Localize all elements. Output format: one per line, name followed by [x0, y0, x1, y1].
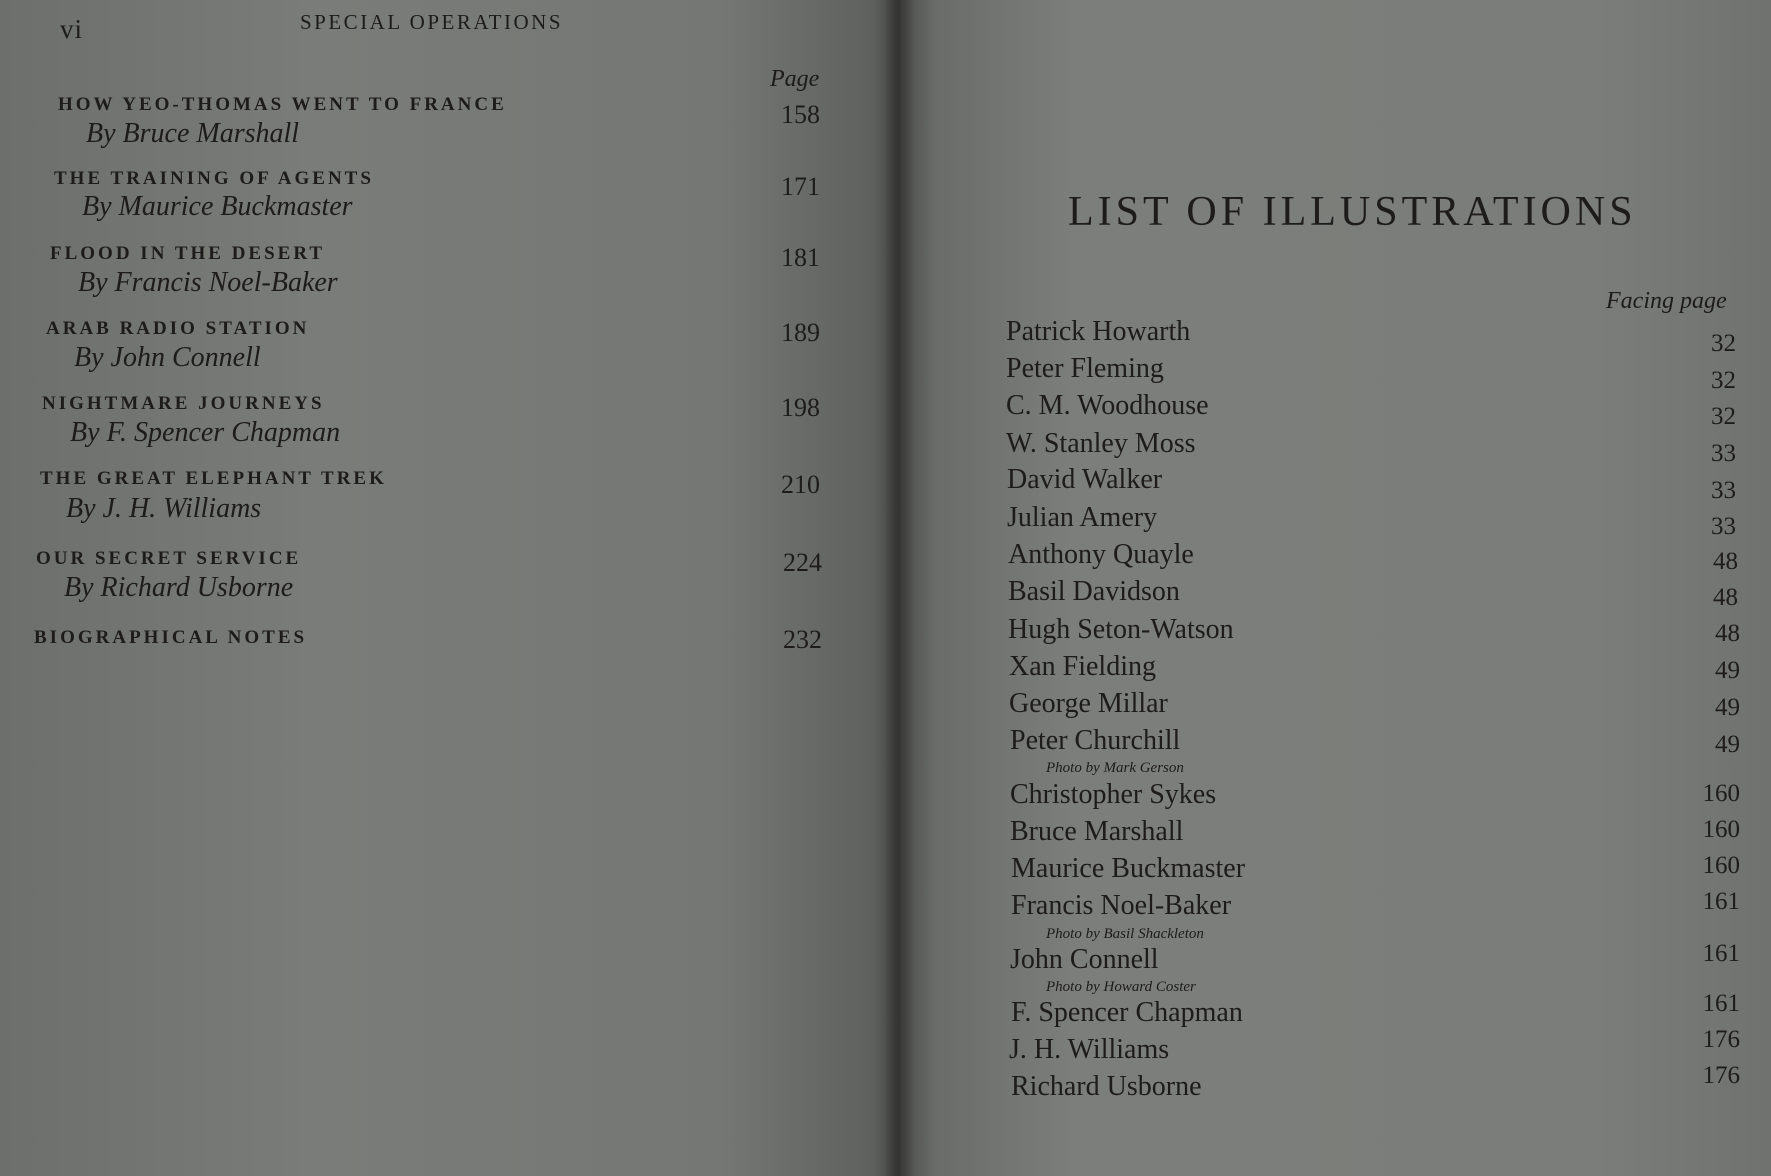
illustration-name: Anthony Quayle	[1008, 539, 1194, 570]
illustration-name: Hugh Seton-Watson	[1008, 614, 1234, 645]
toc-entry-author: By J. H. Williams	[66, 493, 262, 524]
toc-entry-title: HOW YEO-THOMAS WENT TO FRANCE	[58, 94, 507, 115]
toc-entry-page: 198	[781, 393, 820, 422]
illustration-page: 32	[1711, 330, 1736, 357]
illustration-name: Maurice Buckmaster	[1011, 853, 1246, 884]
facing-page-column-heading: Facing page	[1606, 288, 1727, 314]
toc-entry-title: BIOGRAPHICAL NOTES	[34, 627, 308, 648]
illustration-page: 161	[1702, 990, 1740, 1017]
illustration-page: 160	[1702, 852, 1740, 879]
illustration-name: C. M. Woodhouse	[1006, 390, 1209, 421]
toc-entry-page: 158	[781, 100, 820, 129]
illustration-name: Xan Fielding	[1009, 651, 1156, 682]
illustration-name: Francis Noel-Baker	[1011, 890, 1232, 921]
illustration-page: 161	[1702, 888, 1740, 915]
illustration-name: David Walker	[1007, 464, 1163, 495]
toc-entry-author: By Bruce Marshall	[86, 118, 300, 149]
illustration-page: 160	[1702, 816, 1740, 843]
illustration-page: 176	[1702, 1026, 1740, 1053]
illustration-page: 49	[1715, 694, 1740, 721]
illustration-name: Richard Usborne	[1011, 1071, 1202, 1102]
right-page	[900, 0, 1771, 1176]
illustration-page: 32	[1711, 367, 1736, 394]
illustration-page: 48	[1713, 548, 1738, 575]
toc-entry-author: By F. Spencer Chapman	[70, 417, 341, 448]
illustration-page: 48	[1713, 584, 1738, 611]
illustration-page: 160	[1702, 780, 1740, 807]
photo-credit: Photo by Howard Coster	[1046, 979, 1196, 995]
illustration-name: Peter Fleming	[1006, 353, 1164, 384]
toc-entry-title: FLOOD IN THE DESERT	[50, 243, 326, 264]
illustration-page: 161	[1702, 940, 1740, 967]
photo-credit: Photo by Mark Gerson	[1046, 760, 1184, 776]
list-of-illustrations-heading: LIST OF ILLUSTRATIONS	[1068, 189, 1637, 235]
toc-entry-author: By Richard Usborne	[64, 572, 294, 603]
toc-entry-title: OUR SECRET SERVICE	[36, 548, 302, 569]
page-column-heading: Page	[770, 66, 820, 92]
toc-entry-page: 181	[781, 243, 820, 272]
toc-entry-page: 210	[781, 470, 820, 499]
illustration-name: Peter Churchill	[1010, 725, 1181, 756]
illustration-page: 33	[1711, 513, 1736, 540]
running-head: SPECIAL OPERATIONS	[300, 10, 563, 34]
folio: vi	[60, 14, 84, 44]
illustration-name: W. Stanley Moss	[1006, 428, 1196, 459]
toc-entry-title: THE TRAINING OF AGENTS	[54, 168, 374, 189]
illustration-page: 32	[1711, 403, 1736, 430]
illustration-page: 48	[1715, 620, 1740, 647]
illustration-name: George Millar	[1009, 688, 1168, 719]
illustration-page: 33	[1711, 440, 1736, 467]
toc-entry-page: 171	[781, 172, 820, 201]
toc-entry-page: 189	[781, 318, 820, 347]
illustration-page: 33	[1711, 477, 1736, 504]
illustration-page: 49	[1715, 731, 1740, 758]
illustration-name: Christopher Sykes	[1010, 779, 1217, 810]
illustration-name: Basil Davidson	[1008, 576, 1180, 607]
illustration-name: F. Spencer Chapman	[1011, 997, 1243, 1028]
toc-entry-author: By John Connell	[74, 342, 261, 373]
illustration-name: Julian Amery	[1007, 502, 1158, 533]
toc-entry-title: NIGHTMARE JOURNEYS	[42, 393, 325, 414]
toc-entry-page: 232	[783, 625, 822, 654]
toc-entry-title: THE GREAT ELEPHANT TREK	[40, 468, 387, 489]
illustration-name: J. H. Williams	[1009, 1034, 1170, 1065]
illustration-name: Patrick Howarth	[1006, 316, 1191, 347]
toc-entry-page: 224	[783, 548, 822, 577]
toc-entry-title: ARAB RADIO STATION	[46, 318, 310, 339]
illustration-name: John Connell	[1010, 944, 1159, 975]
book-gutter	[884, 0, 914, 1176]
illustration-name: Bruce Marshall	[1010, 816, 1184, 847]
illustration-page: 176	[1702, 1062, 1740, 1089]
toc-entry-author: By Maurice Buckmaster	[82, 191, 353, 222]
illustration-page: 49	[1715, 657, 1740, 684]
toc-entry-author: By Francis Noel-Baker	[78, 267, 338, 298]
photo-credit: Photo by Basil Shackleton	[1046, 926, 1204, 942]
